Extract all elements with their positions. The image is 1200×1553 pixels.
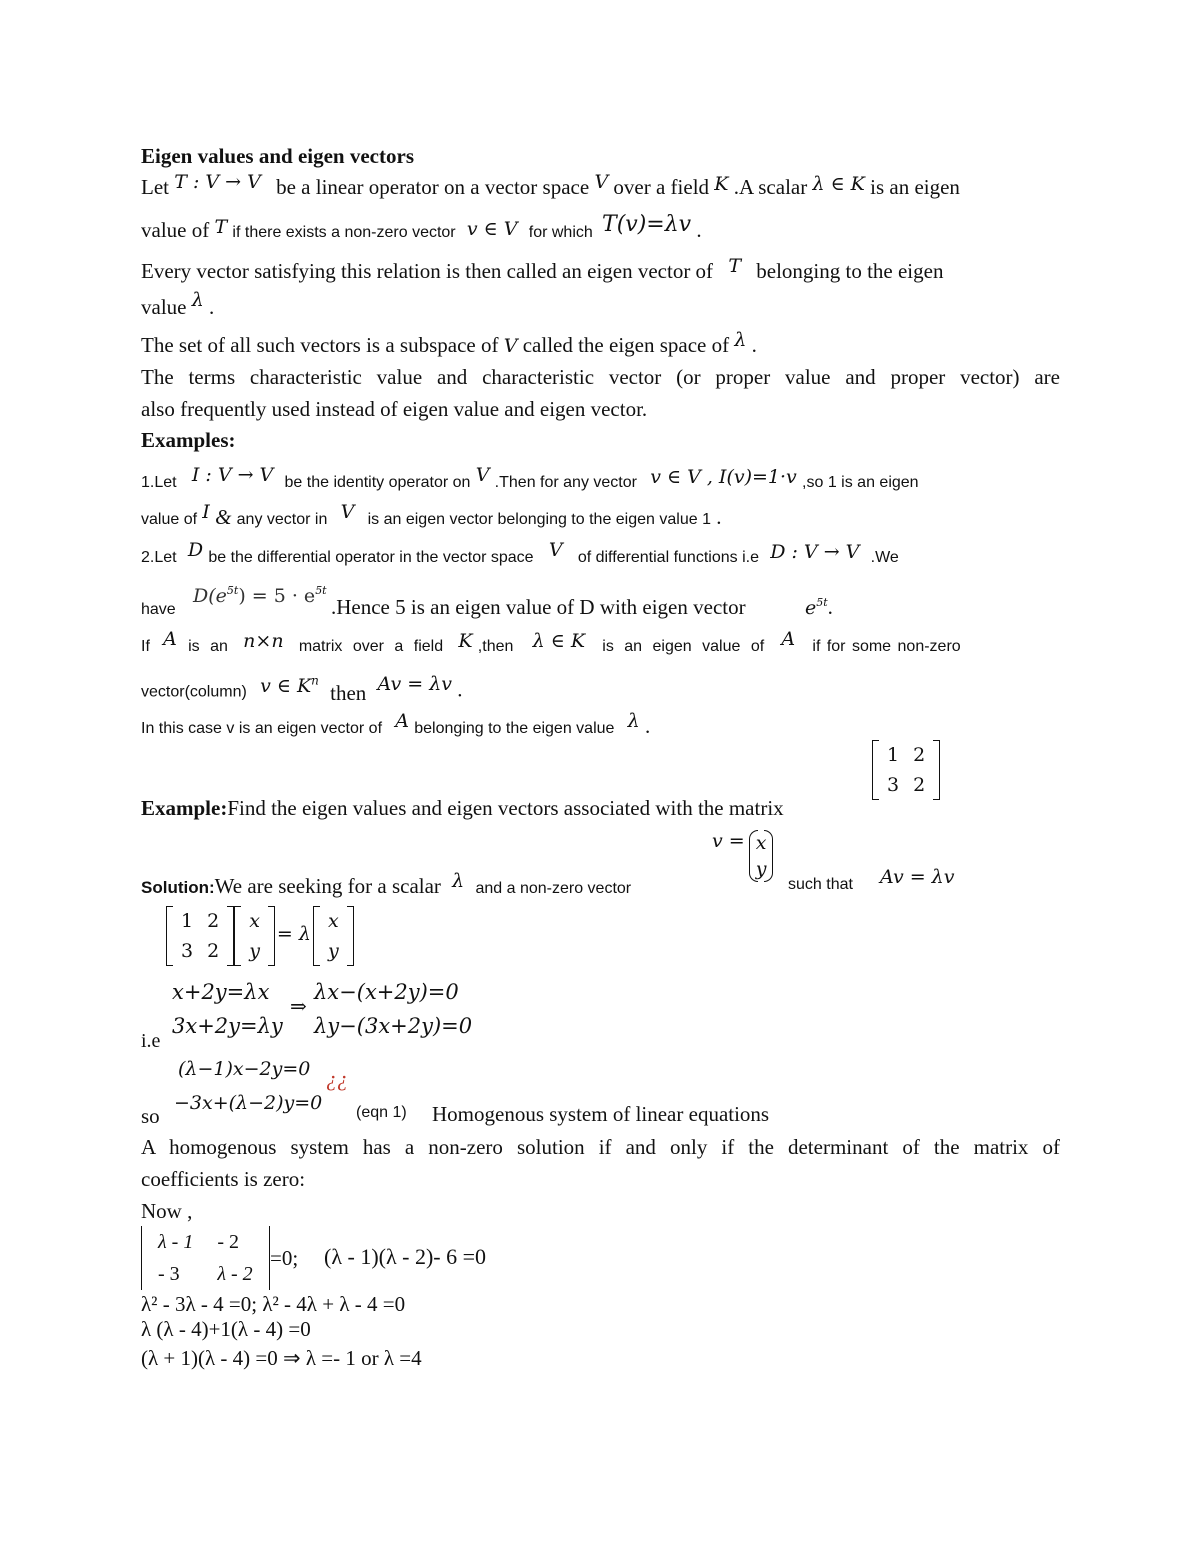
ie-label: i.e [141,1030,161,1052]
vector-y: y [755,858,767,880]
math-identity-map: I : V → V [191,464,274,486]
text: 5t [226,584,239,597]
text: for which [528,224,593,241]
det-cell: - 2 [217,1231,239,1253]
math-n-by-n: n×n [243,630,284,652]
example-2-line-2 [141,584,1060,624]
paragraph-2-line-2 [141,289,1060,322]
math-av-equation: Av = λv [377,673,452,696]
text: . [644,714,651,738]
math-k: K [458,630,473,652]
text: Every vector satisfying this relation is then called an eigen vector of [141,259,714,283]
unknown-vector [234,906,275,966]
math-lambda: λ [627,710,640,732]
text: belonging to the eigen value [414,720,615,737]
text: if there exists a non-zero vector [232,224,456,241]
text: if for some non-zero [812,638,961,655]
paragraph-2-line-1 [141,257,1060,286]
determinant [141,1226,270,1295]
text: We are seeking for a scalar [214,874,441,898]
vector-y: y [327,940,339,962]
math-v-in-kn [260,675,319,697]
equation-3: λx−(x+2y)=0 [314,980,459,1004]
vector-x: x [755,832,767,854]
step-3: (λ + 1)(λ - 4) =0 ⇒ λ =- 1 or λ =4 [141,1346,422,1370]
matrix-cell: 3 [887,774,900,796]
equation-1: x+2y=λx [172,980,270,1004]
matrix-cell: 2 [913,744,926,766]
math-v: V [548,539,563,561]
text: 5t [816,596,828,609]
text: .Then for any vector [494,474,637,491]
paragraph-7-line-1: A homogenous system has a non-zero solution if and only if the determinant of the matrix of [141,1135,1060,1159]
text: called the eigen space of [522,333,730,357]
text: is an [188,638,228,655]
math-v-in-v: v ∈ V [466,218,518,240]
text: be the differential operator in the vector space [208,549,534,566]
solution-label: Solution: [141,878,215,897]
text: matrix over a field [298,638,444,655]
text: value [141,295,187,319]
math-v: V [594,171,609,193]
math-eigen-vector [805,589,833,622]
text: value of [141,511,198,528]
paragraph-4-line-1: The terms characteristic value and characteristic vector (or proper value and proper vector) are [141,365,1060,389]
text: ,then [477,638,514,655]
text: D(e [193,585,227,607]
unknown-vector-rhs [313,906,354,966]
text: any vector in [236,511,328,528]
math-i: I [202,501,210,523]
text: vector(column) [141,683,247,701]
paragraph-4-line-2: also frequently used instead of eigen value and eigen vector. [141,397,648,421]
paragraph-6 [141,712,1060,743]
text: belonging to the eigen [756,259,944,283]
math-t: T [728,255,741,277]
matrix-cell: 3 [181,940,194,962]
text: .A scalar [733,175,808,199]
det-cell: - 3 [158,1263,180,1285]
matrix-cell: 1 [887,744,900,766]
paragraph-5-line-2 [141,671,1060,706]
text: . [716,505,722,529]
text: is an eigen value of [602,638,765,655]
implies-arrow: ⇒ [290,994,307,1018]
examples-heading: Examples: [141,428,236,452]
math-d: D [187,539,204,561]
section-heading: Eigen values and eigen vectors [141,144,414,168]
example-1-line-1 [141,466,1060,497]
text: ) = 5 · e [238,585,316,607]
text: n [311,674,319,688]
text: In this case v is an eigen vector of [141,720,383,737]
equation-5: (λ−1)x−2y=0 [178,1058,311,1080]
example-2-line-1 [141,541,1060,572]
paragraph-5-line-1 [141,630,1060,661]
paragraph-3 [141,331,1060,360]
column-vector [749,830,774,882]
text: value of [141,218,210,242]
math-lambda-in-k: λ ∈ K [532,630,586,652]
text: 2.Let [141,549,177,566]
math-equals-lambda: = λ [276,922,311,945]
text: is an eigen vector belonging to the eigen value 1 [367,511,711,528]
det-cell: λ - 2 [217,1263,253,1285]
stray-symbol: ¿¿ [326,1066,348,1091]
solution-vector [712,830,773,882]
math-a: A [781,628,796,650]
math-identity-equation: v ∈ V , I(v)=1·v [650,466,797,488]
math-a: A [395,710,409,732]
text: 1.Let [141,474,177,491]
matrix-cell: 2 [207,910,220,932]
math-a: A [163,628,177,650]
so-label: so [141,1104,160,1128]
math-k: K [714,173,729,195]
math-eigen-equation: T(v)=λv [602,212,692,237]
determinant-equals: =0; [270,1246,299,1270]
math-v: V [340,501,355,523]
math-v-equals: v = [712,830,745,852]
example-matrix [872,740,940,800]
equation-4: λy−(3x+2y)=0 [314,1014,473,1038]
text: over a field [613,175,710,199]
matrix-cell: 1 [181,910,194,932]
equation-number: (eqn 1) [356,1104,407,1121]
math-lambda: λ [734,329,747,351]
example-text: Find the eigen values and eigen vectors associated with the matrix [227,796,784,820]
text: v ∈ K [260,675,312,698]
text: is an eigen [870,175,960,199]
vector-x: x [249,910,260,932]
text: If [141,638,150,655]
math-lambda: λ [452,870,465,892]
text: .We [870,549,899,566]
now-label: Now , [141,1199,193,1223]
math-av-equation: Av = λv [880,866,955,888]
text: such that [788,876,853,893]
equation-6: −3x+(λ−2)y=0 [174,1092,323,1114]
math-differential-equation [193,577,327,610]
text: .Hence 5 is an eigen value of D with eigen vector [331,595,746,619]
coefficient-matrix [166,906,234,966]
matrix-equation [166,906,354,966]
math-v: V [503,335,518,357]
math-map: T : V → V [174,171,261,193]
text: & [215,505,232,529]
det-cell: λ - 1 [158,1231,194,1253]
math-v: V [475,464,490,486]
matrix-cell: 2 [913,774,926,796]
text: . [751,333,757,357]
paragraph-1-line-1 [141,173,1060,202]
matrix-cell: 2 [207,940,220,962]
math-differential-map: D : V → V [770,541,860,563]
math-lambda: λ [191,289,204,311]
step-2: λ (λ - 4)+1(λ - 4) =0 [141,1317,311,1341]
text: . [457,677,463,702]
paragraph-7-line-2: coefficients is zero: [141,1167,306,1191]
determinant-matrix [141,1226,270,1290]
vector-x: x [327,910,339,932]
equation-2: 3x+2y=λy [172,1014,283,1038]
characteristic-expansion: (λ - 1)(λ - 2)- 6 =0 [324,1244,487,1269]
text: be the identity operator on [284,474,471,491]
text: The set of all such vectors is a subspace of [141,333,499,357]
text: . [827,595,833,619]
vector-y: y [249,940,260,962]
text: . [209,295,215,319]
text: ,so 1 is an eigen [802,474,919,491]
math-lambda-in-k: λ ∈ K [812,173,865,195]
text: Let [141,175,169,199]
text: of differential functions i.e [577,549,759,566]
example-1-line-2 [141,503,1060,534]
step-1: λ² - 3λ - 4 =0; λ² - 4λ + λ - 4 =0 [141,1292,406,1316]
math-t: T [214,216,228,238]
text: have [141,601,176,618]
example-label: Example: [141,796,228,820]
text: then [330,681,367,706]
text: e [805,597,817,619]
homogenous-caption: Homogenous system of linear equations [432,1102,770,1126]
text: 5t [315,584,327,597]
text: be a linear operator on a vector space [276,175,590,199]
paragraph-1-line-2 [141,212,1060,247]
text: . [696,218,702,242]
text: and a non-zero vector [475,880,632,897]
